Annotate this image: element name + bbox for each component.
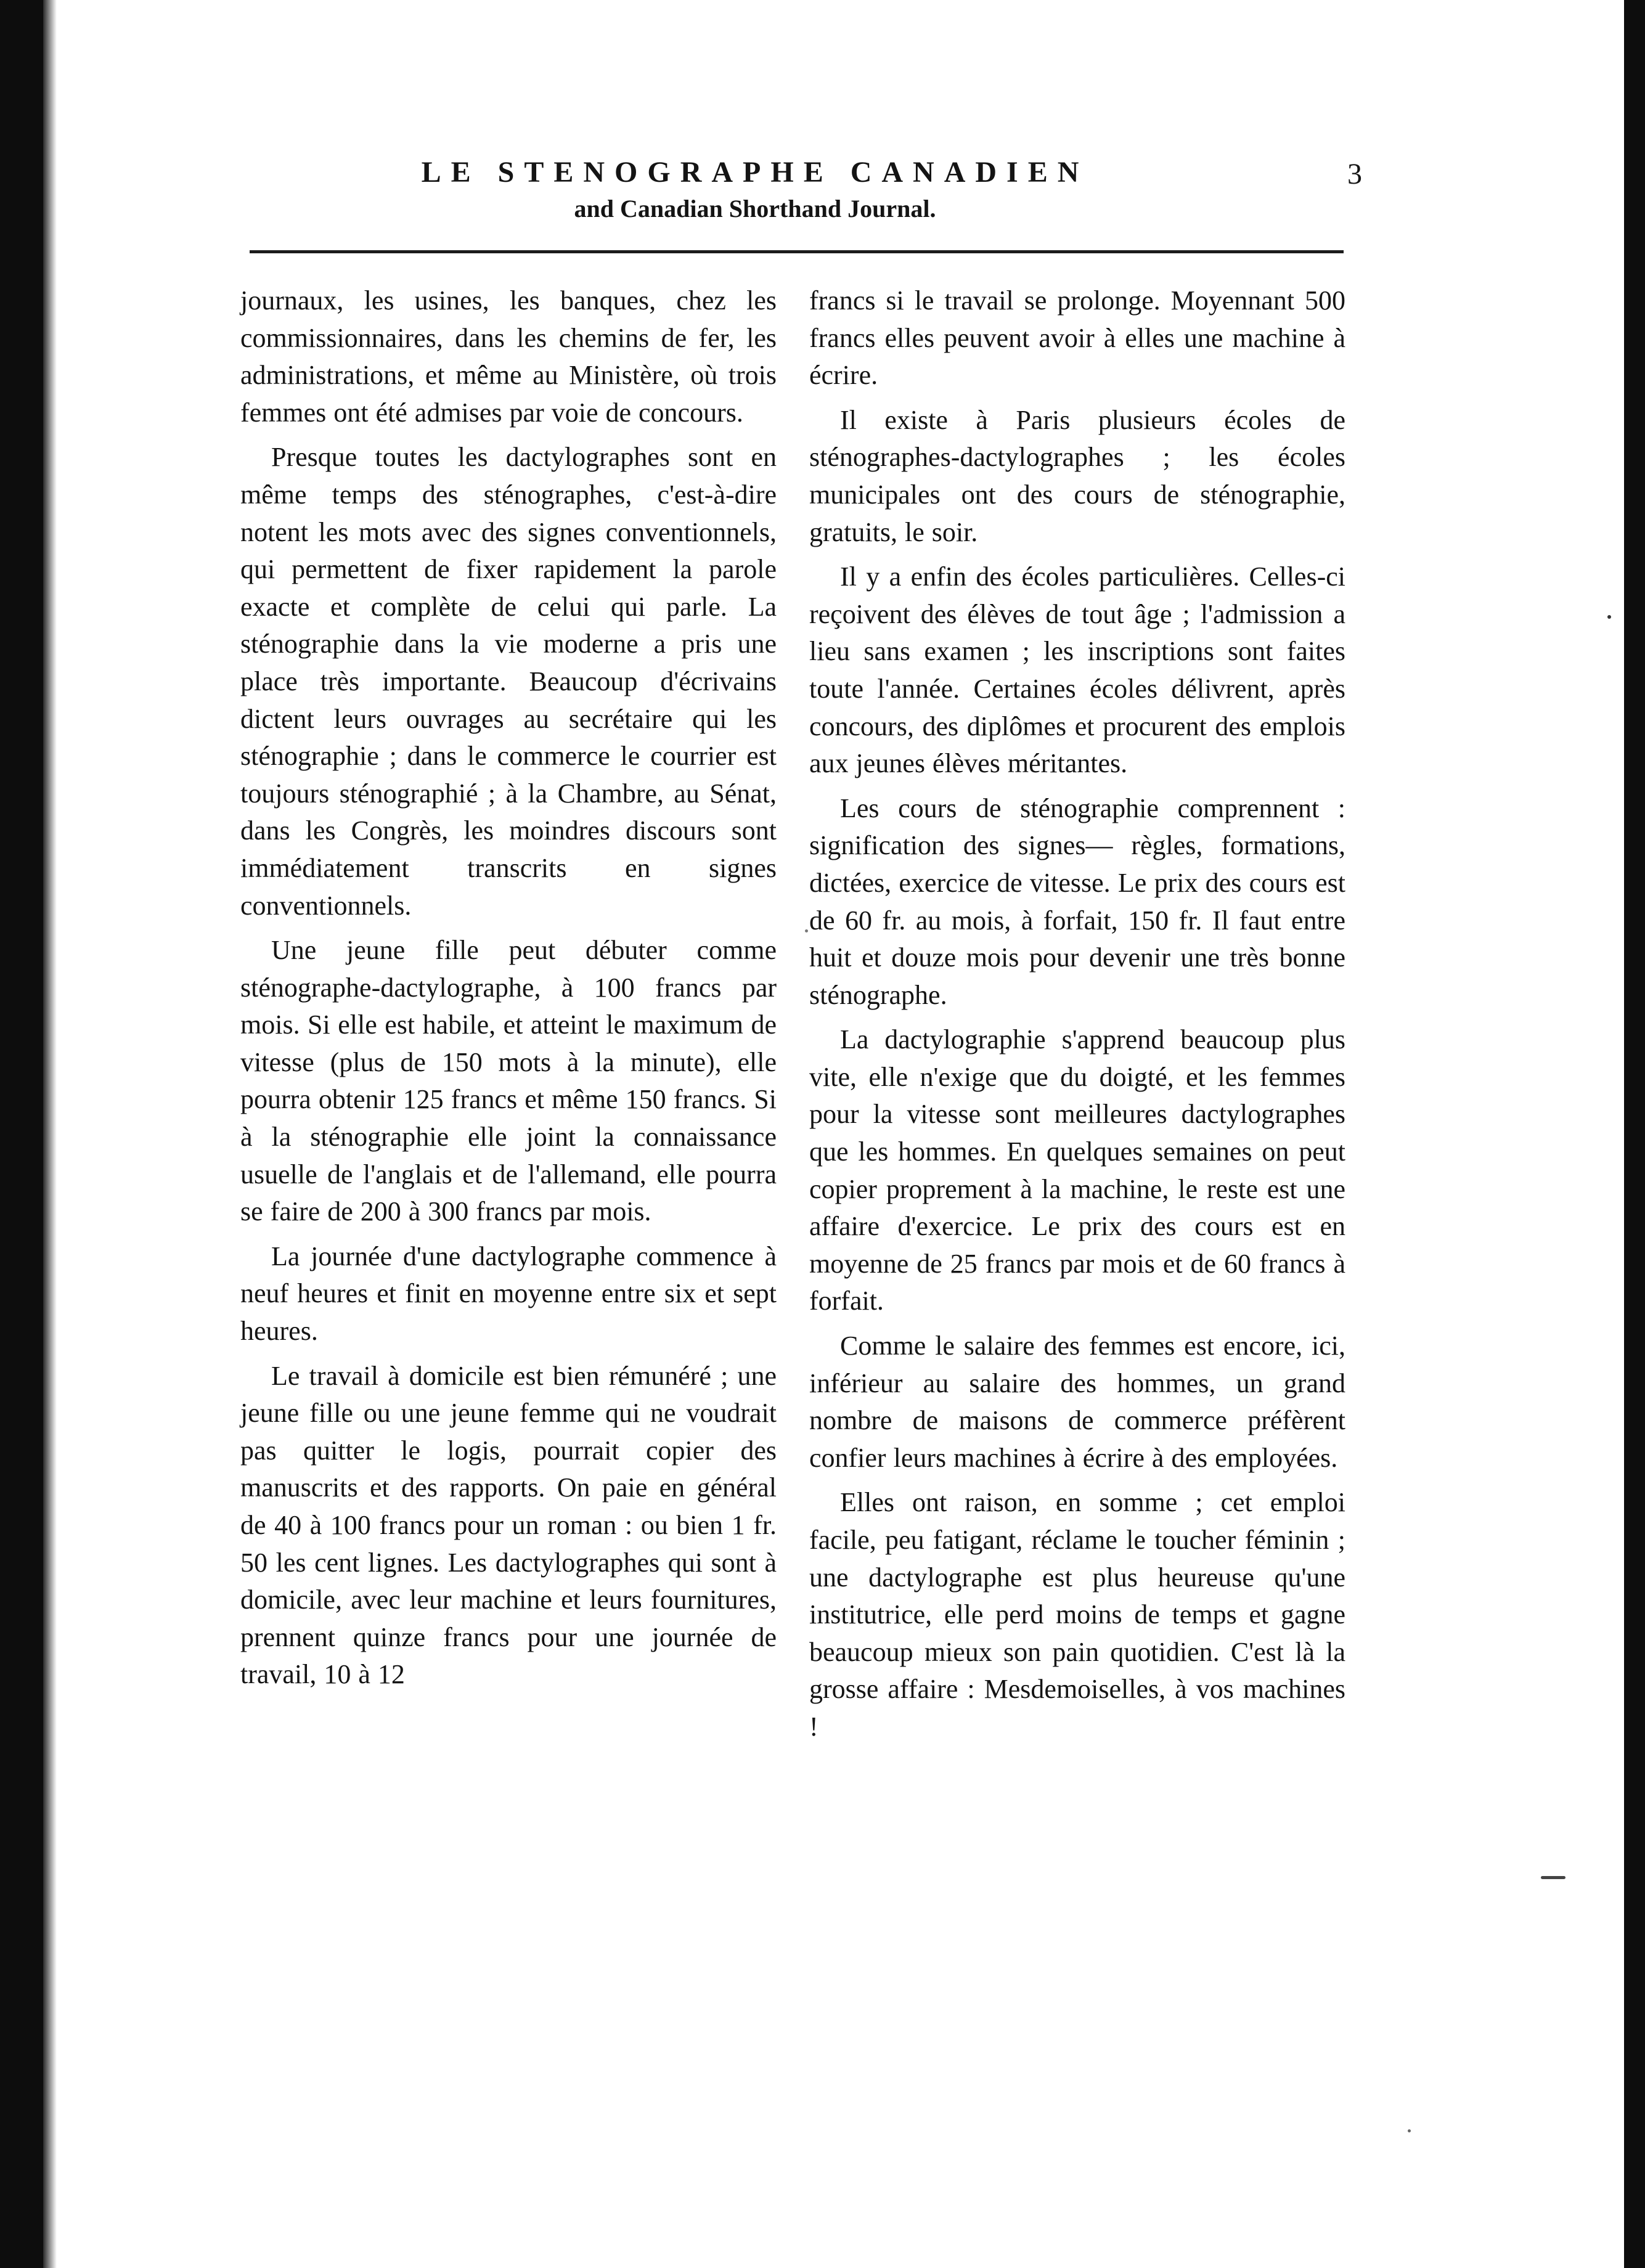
paragraph: Elles ont raison, en somme ; cet emploi facile, peu fatigant, réclame le toucher féminin ; une dactylographe est plus heureuse qu'une institutrice, elle perd moins de temps et gagne beaucoup mieux son pain quotidien. C'est là la grosse affaire : Mesdemoiselles, à vos machines ! <box>809 1487 1345 1742</box>
paragraph: journaux, les usines, les banques, chez les commissionnaires, dans les chemins de fer, les administrations, et même au Ministère, où trois femmes ont été admises par voie de concours. <box>240 285 777 428</box>
paragraph: Il existe à Paris plusieurs écoles de sténographes-dactylographes ; les écoles municipales ont des cours de sténographie, gratuits, le soir. <box>809 404 1345 547</box>
right-column <box>809 282 1345 2020</box>
scan-left-edge <box>0 0 54 2268</box>
journal-title: LE STENOGRAPHE CANADIEN <box>421 156 1089 189</box>
paragraph: Le travail à domicile est bien rémunéré ; une jeune fille ou une jeune femme qui ne voudrait pas quitter le logis, pourrait copier des manuscrits et des rapports. On paie en général de 40 à 100 francs pour un roman : ou bien 1 fr. 50 les cent lignes. Les dactylographes qui sont à domicile, avec leur machine et leurs fournitures, prennent quinze francs pour une journée de travail, 10 à 12 <box>240 1360 777 1690</box>
journal-subtitle: and Canadian Shorthand Journal. <box>574 195 936 222</box>
scan-speck <box>1607 615 1611 619</box>
paragraph: Presque toutes les dactylographes sont en même temps des sténographes, c'est-à-dire notent les mots avec des signes conventionnels, qui permettent de fixer rapidement la parole exacte et complète de celui qui parle. La sténographie dans la vie moderne a pris une place très importante. Beaucoup d'écrivains dictent leurs ouvrages au secrétaire qui les sténographie ; dans le commerce le courrier est toujours sténographié ; à la Chambre, au Sénat, dans les Congrès, les moindres discours sont immédiatement transcrits en signes conventionnels. <box>240 442 777 921</box>
header-rule <box>250 250 1344 253</box>
scan-speck <box>1408 2129 1411 2132</box>
paragraph: La dactylographie s'apprend beaucoup plus vite, elle n'exige que du doigté, et les femmes pour la vitesse sont meilleures dactylographes que les hommes. En quelques semaines on peut copier proprement à la machine, le reste est une affaire d'exercice. Le prix des cours est en moyenne de 25 francs par mois et de 60 francs à forfait. <box>809 1024 1345 1316</box>
paragraph: Les cours de sténographie comprennent : signification des signes— règles, formations, dictées, exercice de vitesse. Le prix des cours est de 60 fr. au mois, à forfait, 150 fr. Il faut entre huit et douze mois pour devenir une très bonne sténographe. <box>809 793 1345 1010</box>
scan-speck <box>1541 1876 1565 1879</box>
paragraph: Il y a enfin des écoles particulières. Celles-ci reçoivent des élèves de tout âge ; l'admission a lieu sans examen ; les inscriptions sont faites toute l'année. Certaines écoles délivrent, après concours, des diplômes et procurent des emplois aux jeunes élèves méritantes. <box>809 561 1345 779</box>
paragraph: francs si le travail se prolonge. Moyennant 500 francs elles peuvent avoir à elles une machine à écrire. <box>809 285 1345 391</box>
scan-right-edge <box>1624 0 1645 2268</box>
paragraph: Comme le salaire des femmes est encore, ici, inférieur au salaire des hommes, un grand nombre de maisons de commerce préfèrent confier leurs machines à écrire à des employées. <box>809 1331 1345 1473</box>
paragraph: Une jeune fille peut débuter comme sténographe-dactylographe, à 100 francs par mois. Si elle est habile, et atteint le maximum de vitesse (plus de 150 mots à la minute), elle pourra obtenir 125 francs et même 150 francs. Si à la sténographie elle joint la connaissance usuelle de l'anglais et de l'allemand, elle pourra se faire de 200 à 300 francs par mois. <box>240 935 777 1227</box>
paragraph: La journée d'une dactylographe commence à neuf heures et finit en moyenne entre six et sept heures. <box>240 1241 777 1347</box>
scan-speck <box>805 929 808 932</box>
page-number: 3 <box>1347 158 1362 190</box>
left-column <box>240 282 777 2020</box>
